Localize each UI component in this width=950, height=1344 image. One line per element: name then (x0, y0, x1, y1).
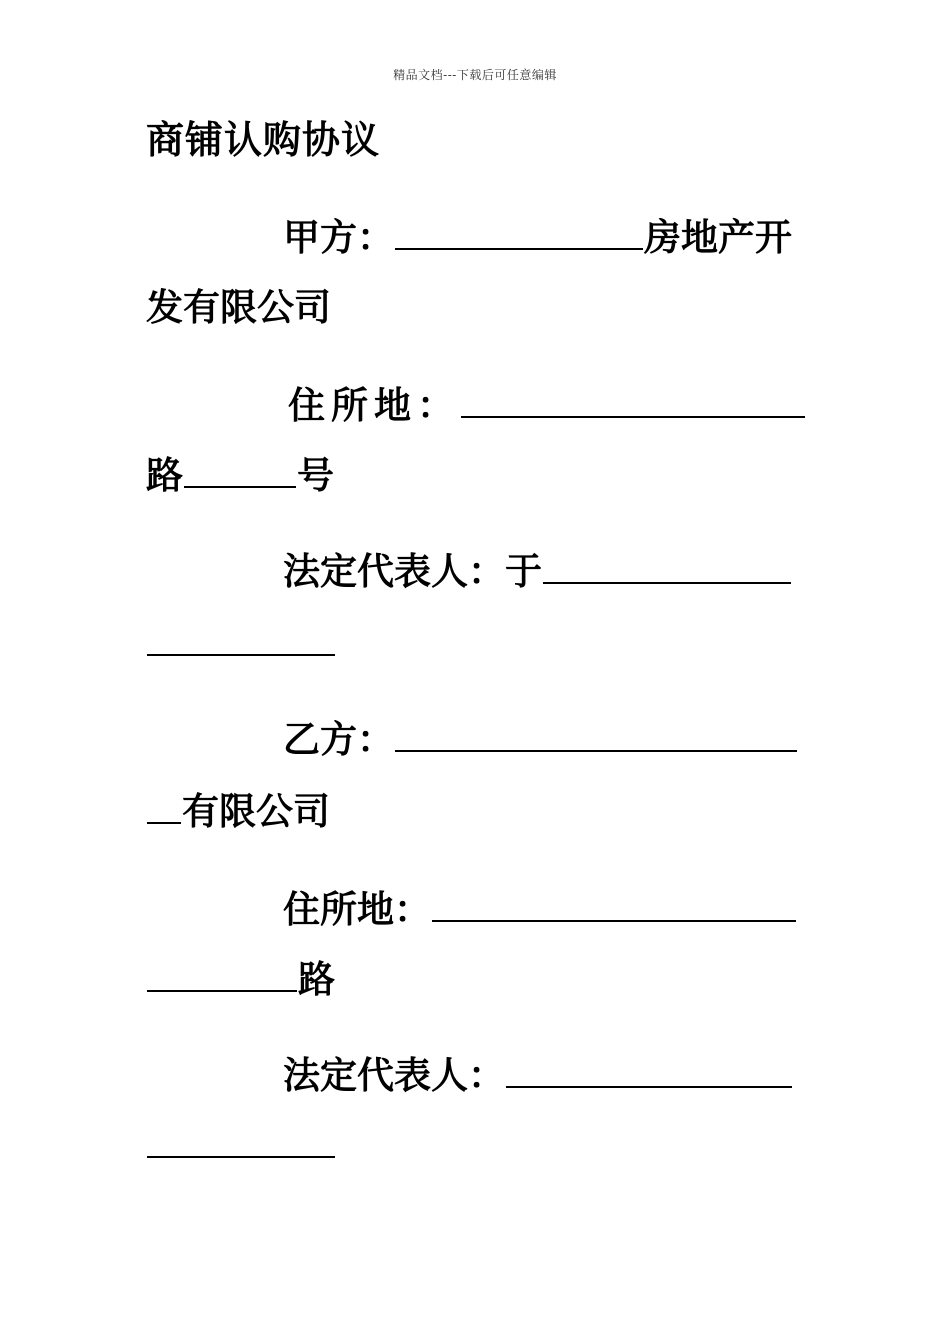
party-a-rep-blank-2[interactable] (147, 624, 335, 656)
party-a-number-label: 号 (297, 454, 334, 497)
party-a-road-label: 路 (146, 454, 183, 497)
party-b-label: 乙方： (283, 718, 394, 761)
party-b-rep-line-2 (146, 1124, 336, 1168)
party-a-rep-blank[interactable] (543, 552, 791, 584)
party-b-address-blank[interactable] (432, 890, 796, 922)
party-a-name-line-2 (146, 286, 331, 330)
party-a-name-suffix-2: 发有限公司 (146, 286, 331, 329)
party-a-address-blank[interactable] (461, 386, 805, 418)
party-b-line (283, 718, 798, 762)
party-b-name-line-2 (146, 790, 330, 834)
party-a-rep-label: 法定代表人： (283, 550, 505, 593)
party-b-road-line (146, 958, 335, 1002)
party-b-address-blank-2[interactable] (147, 960, 297, 992)
party-b-name-blank-2[interactable] (147, 792, 181, 824)
party-a-rep-line (283, 550, 792, 594)
party-a-address-line (288, 384, 806, 428)
party-b-rep-blank-2[interactable] (147, 1126, 335, 1158)
party-a-rep-line-2 (146, 622, 336, 666)
page-header: 精品文档---下载后可任意编辑 (393, 68, 557, 82)
party-a-name-suffix-1: 房地产开 (644, 216, 792, 259)
party-b-address-label: 住所地： (283, 888, 431, 931)
party-a-name-blank[interactable] (395, 218, 643, 250)
party-b-name-blank[interactable] (395, 720, 797, 752)
party-b-address-line (283, 888, 797, 932)
party-a-road-line (146, 454, 334, 498)
document-title: 商铺认购协议 (146, 118, 381, 162)
party-a-rep-prefix: 于 (505, 550, 542, 593)
party-b-rep-label: 法定代表人： (283, 1054, 505, 1097)
party-b-rep-blank[interactable] (506, 1056, 792, 1088)
party-b-road-label: 路 (298, 958, 335, 1001)
party-a-line (283, 216, 792, 260)
party-b-rep-line (283, 1054, 793, 1098)
party-a-number-blank[interactable] (184, 456, 296, 488)
party-b-name-suffix: 有限公司 (182, 790, 330, 833)
party-a-label: 甲方： (283, 216, 394, 259)
party-a-address-label: 住所地： (288, 384, 460, 427)
